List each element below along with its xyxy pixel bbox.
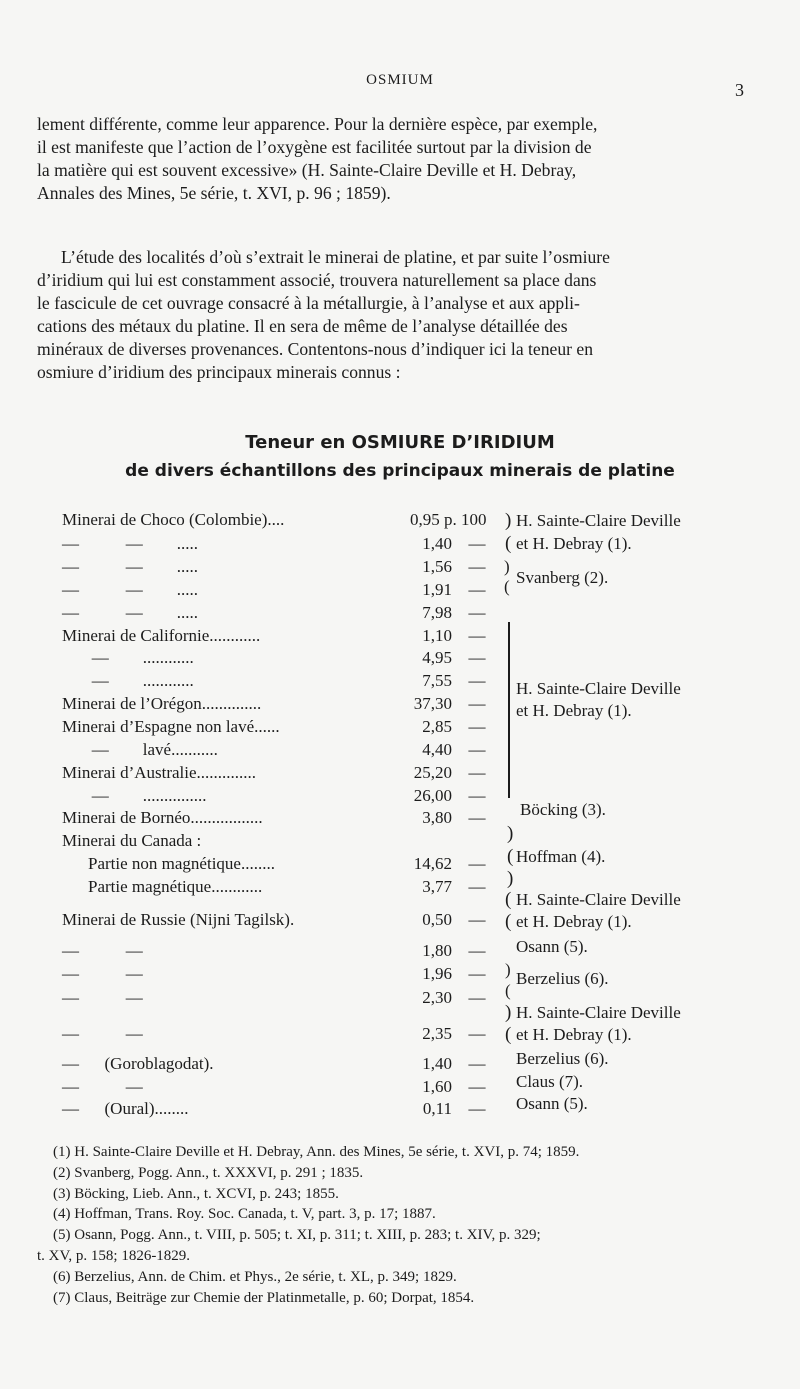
row-label: — ............ bbox=[62, 671, 194, 690]
table-row bbox=[0, 717, 800, 739]
row-ditto: — bbox=[468, 1024, 486, 1043]
paragraph-line: L’étude des localités d’où s’extrait le minerai de platine, et par suite l’osmiure bbox=[61, 247, 610, 267]
table-row bbox=[0, 740, 800, 762]
table-subtitle: de divers échantillons des principaux minerais de platine bbox=[125, 461, 675, 481]
row-value: 2,85 bbox=[422, 717, 452, 736]
table-row bbox=[0, 808, 800, 830]
table-row bbox=[0, 557, 800, 579]
source-note: Svanberg (2). bbox=[516, 568, 609, 587]
source-note: Osann (5). bbox=[516, 1094, 588, 1113]
row-ditto: — bbox=[468, 717, 486, 736]
source-note: H. Sainte-Claire Deville bbox=[516, 890, 681, 909]
row-value: 2,35 bbox=[422, 1024, 452, 1043]
source-note: H. Sainte-Claire Deville bbox=[516, 679, 681, 698]
paragraph-line: minéraux de diverses provenances. Contentons-nous d’indiquer ici la teneur en bbox=[37, 339, 593, 359]
row-label: Partie non magnétique........ bbox=[88, 854, 275, 873]
row-value: 1,10 bbox=[422, 626, 452, 645]
page-number: 3 bbox=[735, 80, 744, 100]
brace-symbol: ) bbox=[504, 557, 510, 576]
row-value: 1,80 bbox=[422, 941, 452, 960]
row-label: — ............ bbox=[62, 648, 194, 667]
brace-symbol: ( bbox=[505, 981, 511, 1000]
row-ditto: — bbox=[468, 603, 486, 622]
row-label: — — bbox=[62, 988, 143, 1007]
row-value: 1,91 bbox=[422, 580, 452, 599]
table-row bbox=[0, 580, 800, 602]
row-ditto: — bbox=[468, 964, 486, 983]
brace-symbol: ) bbox=[507, 868, 514, 889]
source-note: Hoffman (4). bbox=[516, 847, 606, 866]
source-note: Osann (5). bbox=[516, 937, 588, 956]
row-value: 3,77 bbox=[422, 877, 452, 896]
row-ditto: — bbox=[468, 786, 486, 805]
footnote: (2) Svanberg, Pogg. Ann., t. XXXVI, p. 291 ; 1835. bbox=[53, 1164, 364, 1181]
source-note: et H. Debray (1). bbox=[516, 1025, 632, 1044]
table-row bbox=[0, 1077, 800, 1099]
row-ditto: — bbox=[468, 1054, 486, 1073]
row-value: 0,50 bbox=[422, 910, 452, 929]
row-label: Minerai du Canada : bbox=[62, 831, 202, 850]
row-value: 1,96 bbox=[422, 964, 452, 983]
row-value: 1,40 bbox=[422, 534, 452, 553]
row-value: 7,55 bbox=[422, 671, 452, 690]
table-row bbox=[0, 941, 800, 963]
paragraph-line: lement différente, comme leur apparence. Pour la dernière espèce, par exemple, bbox=[37, 114, 598, 134]
table-row bbox=[0, 648, 800, 670]
row-ditto: — bbox=[468, 910, 486, 929]
row-ditto: — bbox=[468, 580, 486, 599]
row-value: 3,80 bbox=[422, 808, 452, 827]
table-row bbox=[0, 603, 800, 625]
table-row bbox=[0, 534, 800, 556]
source-note: et H. Debray (1). bbox=[516, 701, 632, 720]
row-label: — lavé........... bbox=[62, 740, 218, 759]
row-ditto: — bbox=[468, 763, 486, 782]
row-ditto: — bbox=[468, 1077, 486, 1096]
brace-symbol: ) bbox=[505, 960, 511, 979]
brace-symbol: ( bbox=[507, 846, 514, 867]
row-value: 4,40 bbox=[422, 740, 452, 759]
table-title: Teneur en OSMIURE D’IRIDIUM bbox=[245, 432, 555, 453]
paragraph-line: osmiure d’iridium des principaux minerais connus : bbox=[37, 362, 401, 382]
paragraph-line: il est manifeste que l’action de l’oxygène est facilitée surtout par la division de bbox=[37, 137, 592, 157]
row-value: 4,95 bbox=[422, 648, 452, 667]
row-value: 2,30 bbox=[422, 988, 452, 1007]
table-row bbox=[0, 1099, 800, 1121]
brace-symbol: ( bbox=[505, 911, 512, 932]
table-row bbox=[0, 1054, 800, 1076]
row-label: — — ..... bbox=[62, 580, 198, 599]
footnote: (5) Osann, Pogg. Ann., t. VIII, p. 505; t. XI, p. 311; t. XIII, p. 283; t. XIV, p. 329; bbox=[53, 1227, 541, 1244]
brace-symbol: ) bbox=[507, 823, 514, 844]
row-label: Minerai de Choco (Colombie).... bbox=[62, 510, 285, 529]
table-row bbox=[0, 626, 800, 648]
row-ditto: — bbox=[468, 671, 486, 690]
table-row bbox=[0, 910, 800, 932]
source-note: et H. Debray (1). bbox=[516, 534, 632, 553]
row-label: — — ..... bbox=[62, 534, 198, 553]
row-label: Minerai de Russie (Nijni Tagilsk). bbox=[62, 910, 295, 929]
paragraph-2 bbox=[37, 246, 757, 384]
source-note: Berzelius (6). bbox=[516, 1049, 609, 1068]
row-label: — (Oural)........ bbox=[62, 1099, 189, 1118]
paragraph-line: le fascicule de cet ouvrage consacré à la métallurgie, à l’analyse et aux appli- bbox=[37, 293, 580, 313]
brace-bar bbox=[508, 622, 510, 798]
brace-symbol: ) bbox=[505, 510, 512, 531]
source-note: Claus (7). bbox=[516, 1072, 584, 1091]
footnote: (7) Claus, Beiträge zur Chemie der Platinmetalle, p. 60; Dorpat, 1854. bbox=[53, 1289, 475, 1306]
row-label: — — bbox=[62, 1077, 143, 1096]
row-label: — — bbox=[62, 1024, 143, 1043]
row-label: — — bbox=[62, 964, 143, 983]
row-label: Minerai de Bornéo................. bbox=[62, 808, 263, 827]
table-row bbox=[0, 786, 800, 808]
row-ditto: — bbox=[468, 1099, 486, 1118]
brace-symbol: ) bbox=[505, 1002, 512, 1023]
row-label: — — ..... bbox=[62, 603, 198, 622]
row-label: — (Goroblagodat). bbox=[62, 1054, 214, 1073]
row-label: — — ..... bbox=[62, 557, 198, 576]
row-ditto: — bbox=[468, 941, 486, 960]
row-label: — — bbox=[62, 941, 143, 960]
brace-symbol: ( bbox=[505, 533, 512, 554]
row-value: 1,60 bbox=[422, 1077, 452, 1096]
row-label: — ............... bbox=[62, 786, 207, 805]
table-row bbox=[0, 831, 800, 853]
row-ditto: — bbox=[468, 648, 486, 667]
row-value: 37,30 bbox=[413, 694, 452, 713]
row-ditto: — bbox=[468, 626, 486, 645]
table-row bbox=[0, 763, 800, 785]
running-title: OSMIUM bbox=[366, 72, 434, 88]
row-value: 0,11 bbox=[422, 1099, 452, 1118]
row-label: Minerai d’Australie.............. bbox=[62, 763, 257, 782]
row-ditto: — bbox=[468, 808, 486, 827]
row-value: 1,56 bbox=[422, 557, 452, 576]
row-value: 0,95 p. 100 bbox=[410, 510, 487, 529]
row-label: Minerai d’Espagne non lavé...... bbox=[62, 717, 280, 736]
row-label: Partie magnétique............ bbox=[88, 877, 263, 896]
paragraph-1 bbox=[37, 113, 757, 205]
source-note: H. Sainte-Claire Deville bbox=[516, 1003, 681, 1022]
row-value: 26,00 bbox=[413, 786, 452, 805]
footnote: (6) Berzelius, Ann. de Chim. et Phys., 2e série, t. XL, p. 349; 1829. bbox=[53, 1268, 457, 1285]
paragraph-line: d’iridium qui lui est constamment associé, trouvera naturellement sa place dans bbox=[37, 270, 597, 290]
row-value: 14,62 bbox=[413, 854, 452, 873]
row-label: Minerai de l’Orégon.............. bbox=[62, 694, 262, 713]
row-ditto: — bbox=[468, 877, 486, 896]
paragraph-line: la matière qui est souvent excessive» (H. Sainte-Claire Deville et H. Debray, bbox=[37, 160, 577, 180]
row-ditto: — bbox=[468, 534, 486, 553]
brace-symbol: ( bbox=[505, 1024, 512, 1045]
row-ditto: — bbox=[468, 694, 486, 713]
footnote: (1) H. Sainte-Claire Deville et H. Debray, Ann. des Mines, 5e série, t. XVI, p. 74; 1859. bbox=[53, 1144, 580, 1160]
footnotes bbox=[37, 1142, 762, 1308]
footnote: (3) Böcking, Lieb. Ann., t. XCVI, p. 243; 1855. bbox=[53, 1185, 339, 1202]
row-value: 1,40 bbox=[422, 1054, 452, 1073]
row-ditto: — bbox=[468, 854, 486, 873]
row-ditto: — bbox=[468, 557, 486, 576]
row-label: Minerai de Californie............ bbox=[62, 626, 261, 645]
footnote: (4) Hoffman, Trans. Roy. Soc. Canada, t. V, part. 3, p. 17; 1887. bbox=[53, 1206, 436, 1223]
paragraph-line: cations des métaux du platine. Il en sera de même de l’analyse détaillée des bbox=[37, 316, 568, 336]
brace-symbol: ( bbox=[504, 577, 510, 596]
source-note: et H. Debray (1). bbox=[516, 912, 632, 931]
row-value: 25,20 bbox=[413, 763, 452, 782]
table-row bbox=[0, 1024, 800, 1046]
table-row bbox=[0, 854, 800, 876]
footnote: t. XV, p. 158; 1826-1829. bbox=[37, 1247, 191, 1264]
source-note: Berzelius (6). bbox=[516, 969, 609, 988]
row-value: 7,98 bbox=[422, 603, 452, 622]
table-row bbox=[0, 964, 800, 986]
row-ditto: — bbox=[468, 740, 486, 759]
brace-symbol: ( bbox=[505, 889, 512, 910]
source-note: H. Sainte-Claire Deville bbox=[516, 511, 681, 530]
source-note: Böcking (3). bbox=[520, 800, 606, 819]
paragraph-line: Annales des Mines, 5e série, t. XVI, p. 96 ; 1859). bbox=[37, 183, 391, 203]
row-ditto: — bbox=[468, 988, 486, 1007]
